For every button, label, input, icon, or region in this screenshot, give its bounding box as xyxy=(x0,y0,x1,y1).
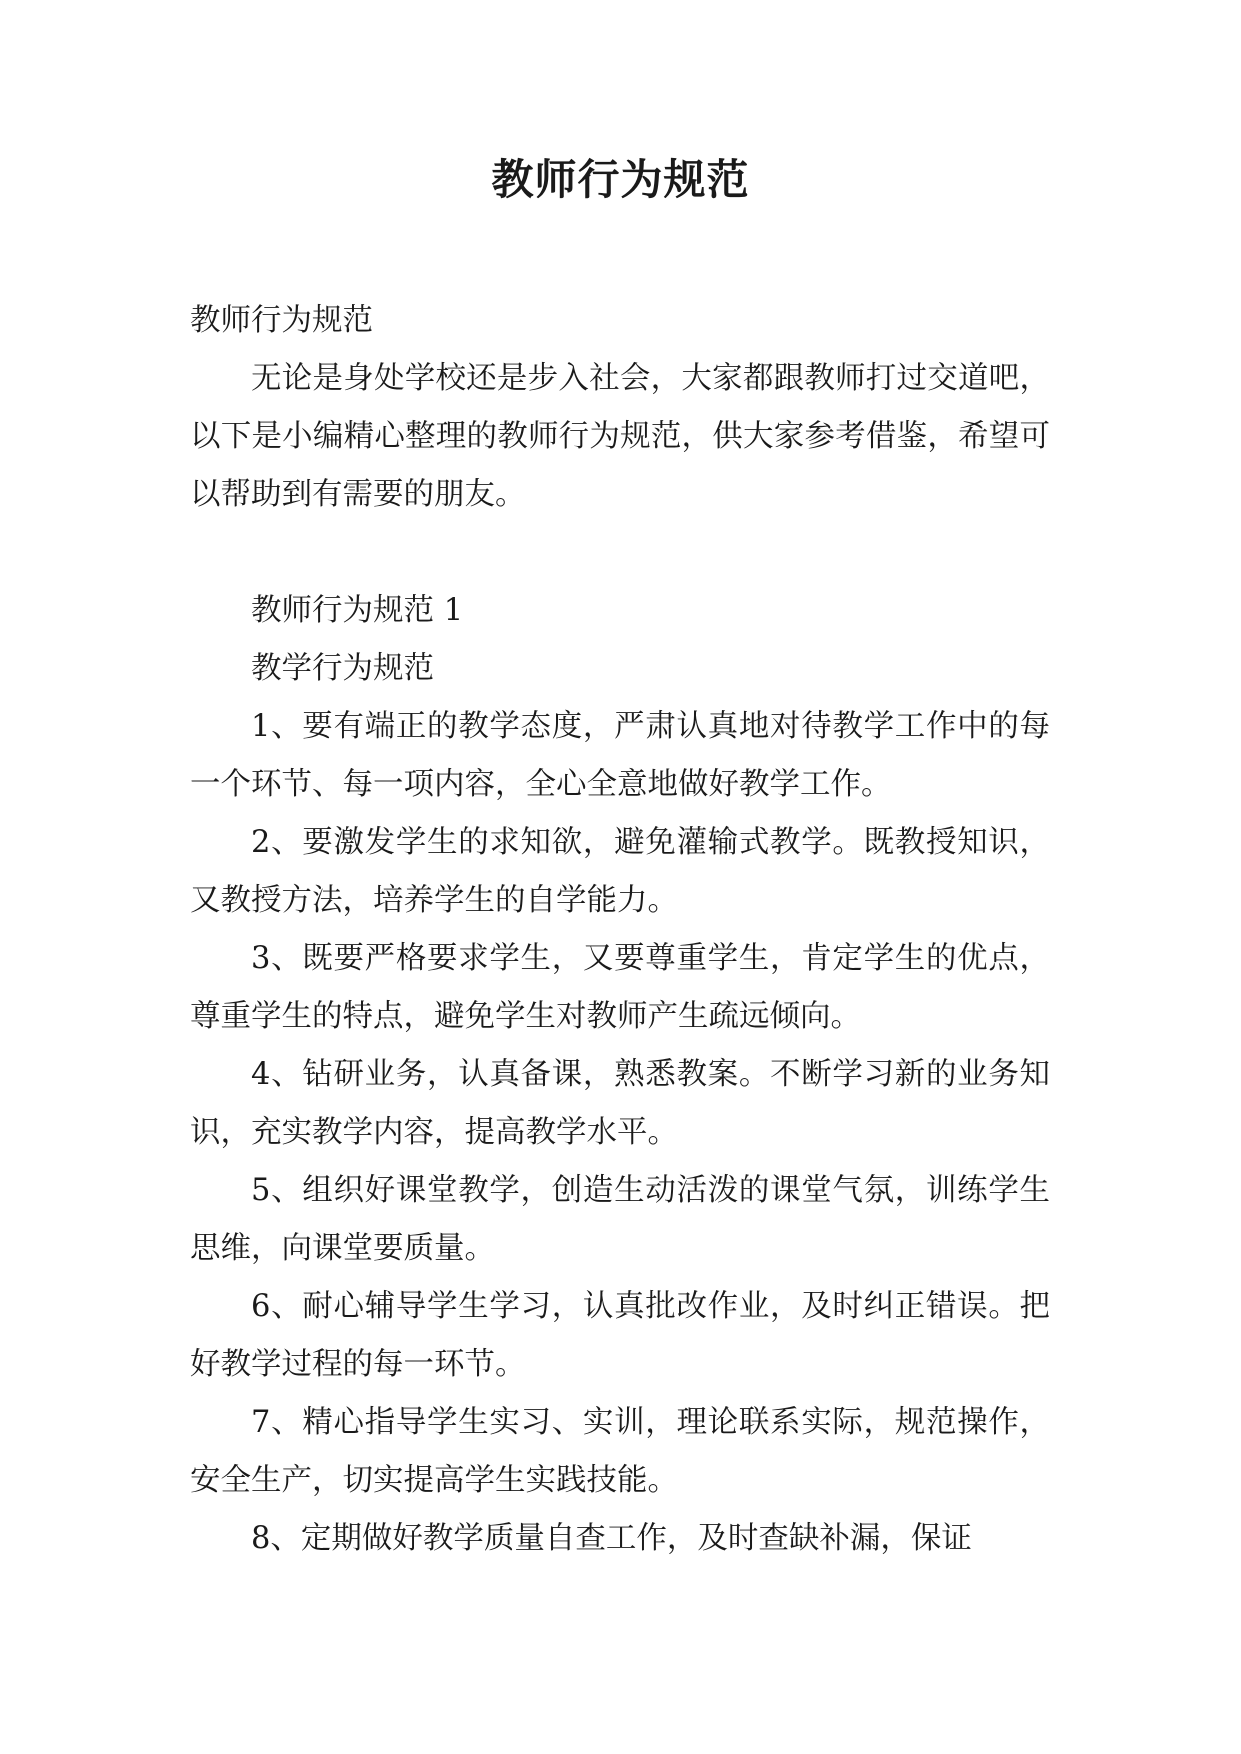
intro-paragraph: 无论是身处学校还是步入社会，大家都跟教师打过交道吧，以下是小编精心整理的教师行为规范，供大家参考借鉴，希望可以帮助到有需要的朋友。 xyxy=(190,361,1050,512)
list-item: 3、既要严格要求学生，又要尊重学生，肯定学生的优点，尊重学生的特点，避免学生对教师产生疏远倾向。 xyxy=(190,941,1050,1034)
list-item: 8、定期做好教学质量自查工作，及时查缺补漏，保证 xyxy=(251,1521,972,1556)
document-body xyxy=(190,292,1050,1568)
list-item: 1、要有端正的教学态度，严肃认真地对待教学工作中的每一个环节、每一项内容，全心全意地做好教学工作。 xyxy=(190,709,1050,802)
document-subtitle: 教师行为规范 xyxy=(190,303,373,338)
document-title: 教师行为规范 xyxy=(491,155,750,204)
section-heading: 教师行为规范 1 xyxy=(251,593,464,628)
list-item: 6、耐心辅导学生学习，认真批改作业，及时纠正错误。把好教学过程的每一环节。 xyxy=(190,1289,1050,1382)
subsection-heading: 教学行为规范 xyxy=(251,651,434,686)
list-item: 5、组织好课堂教学，创造生动活泼的课堂气氛，训练学生思维，向课堂要质量。 xyxy=(190,1173,1050,1266)
list-item: 7、精心指导学生实习、实训，理论联系实际，规范操作，安全生产，切实提高学生实践技能。 xyxy=(190,1405,1050,1498)
list-item: 4、钻研业务，认真备课，熟悉教案。不断学习新的业务知识，充实教学内容，提高教学水平。 xyxy=(190,1057,1050,1150)
paragraph-gap xyxy=(190,524,1050,582)
list-item: 2、要激发学生的求知欲，避免灌输式教学。既教授知识，又教授方法，培养学生的自学能力。 xyxy=(190,825,1050,918)
